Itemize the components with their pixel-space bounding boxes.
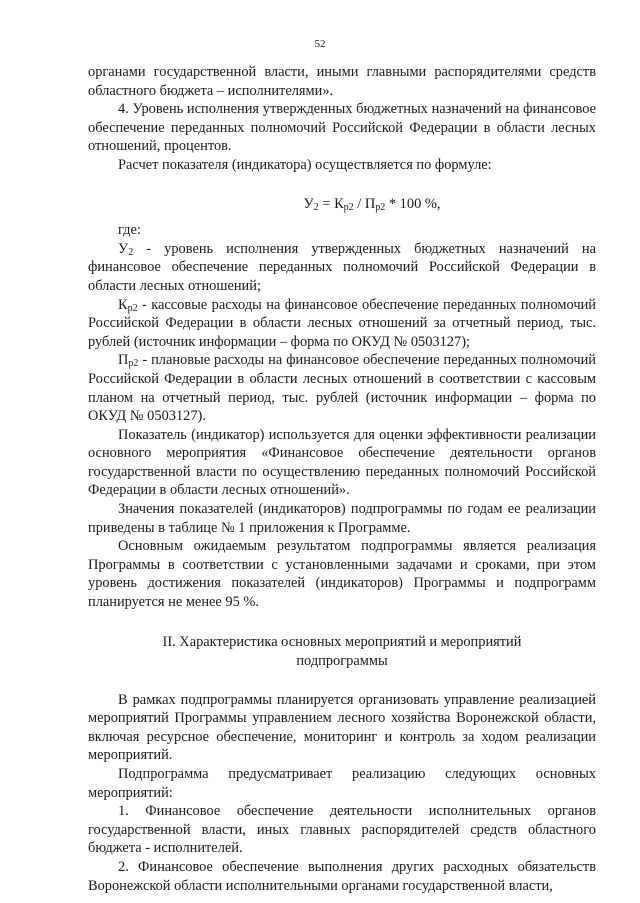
paragraph-where: где: [118, 222, 141, 239]
section-heading [88, 633, 596, 671]
formula-p-sub: р2 [375, 201, 386, 213]
formula-div: / [353, 195, 365, 212]
paragraph-expected-result: Основным ожидаемым результатом подпрограммы является реализация Программы в соответствии с установленными задачами и сроками, при этом уровень достижения показателей (индикаторов) Программы и подпрограмм планируется не менее 95 %. [88, 538, 596, 611]
paragraph-indicator-4: 4. Уровень исполнения утвержденных бюджетных назначений на финансовое обеспечение переданных полномочий Российской Федерации в области лесных отношений, процентов. [88, 101, 596, 155]
paragraph-term-u2 [88, 240, 596, 296]
term-k-sub: р2 [127, 302, 138, 314]
paragraph-management: В рамках подпрограммы планируется организовать управление реализацией мероприятий Программы управлением лесного хозяйства Воронежской области, включая ресурсное обеспечение, мониторинг и контроль за ходом реализации мероприятий. [88, 691, 596, 764]
paragraph-main-activities: Подпрограмма предусматривает реализацию следующих основных мероприятий: [88, 766, 596, 801]
paragraph-term-pr2 [88, 351, 596, 425]
term-u-sub: 2 [128, 246, 134, 258]
term-k: К [118, 296, 128, 313]
term-k-definition: - кассовые расходы на финансовое обеспечение переданных полномочий Российской Федерации в области лесных отношений за отчетный период, тыс. рублей (источник информации – форма по ОКУД № 0503127); [88, 296, 596, 350]
paragraph-indicator-usage: Показатель (индикатор) используется для оценки эффективности реализации основного мероприятия «Финансовое обеспечение деятельности органов государственной власти по осуществлению переданных полномочий Российской Федерации в области лесных отношений». [88, 426, 596, 499]
formula-eq: = [318, 195, 335, 212]
section-heading-line1: II. Характеристика основных мероприятий и мероприятий [162, 633, 522, 650]
paragraph-activity-2: 2. Финансовое обеспечение выполнения других расходных обязательств Воронежской области исполнительными органами государственной власти, [88, 858, 596, 894]
formula [148, 195, 596, 214]
term-u: У [118, 240, 129, 257]
term-u-definition: - уровень исполнения утвержденных бюджетных назначений на финансовое обеспечение переданных полномочий Российской Федерации в области лесных отношений; [88, 240, 596, 294]
section-heading-line2: подпрограммы [296, 652, 388, 669]
document-body [88, 63, 596, 895]
formula-k: К [334, 195, 344, 212]
paragraph-formula-intro: Расчет показателя (индикатора) осуществляется по формуле: [118, 156, 492, 173]
formula-lhs: У [303, 195, 314, 212]
formula-k-sub: р2 [343, 201, 354, 213]
term-p-definition: - плановые расходы на финансовое обеспечение переданных полномочий Российской Федерации в области лесных отношений в соответствии с кассовым планом на отчетный период, тыс. рублей (источник информации – форма по ОКУД № 0503127). [88, 352, 596, 425]
paragraph-continuation: органами государственной власти, иными главными распорядителями средств областного бюджета – исполнителями». [88, 64, 596, 99]
paragraph-indicator-values: Значения показателей (индикаторов) подпрограммы по годам ее реализации приведены в таблице № 1 приложения к Программе. [88, 501, 596, 536]
formula-lhs-sub: 2 [313, 201, 319, 213]
term-p-sub: р2 [128, 358, 139, 370]
term-p: П [118, 352, 129, 369]
paragraph-term-kr2 [88, 296, 596, 352]
paragraph-activity-1: 1. Финансовое обеспечение деятельности исполнительных органов государственной власти, иных главных распорядителей средств областного бюджета - исполнителей. [88, 803, 596, 857]
formula-tail: * 100 %, [385, 195, 441, 212]
formula-p: П [364, 195, 376, 212]
page-number: 52 [314, 38, 326, 50]
